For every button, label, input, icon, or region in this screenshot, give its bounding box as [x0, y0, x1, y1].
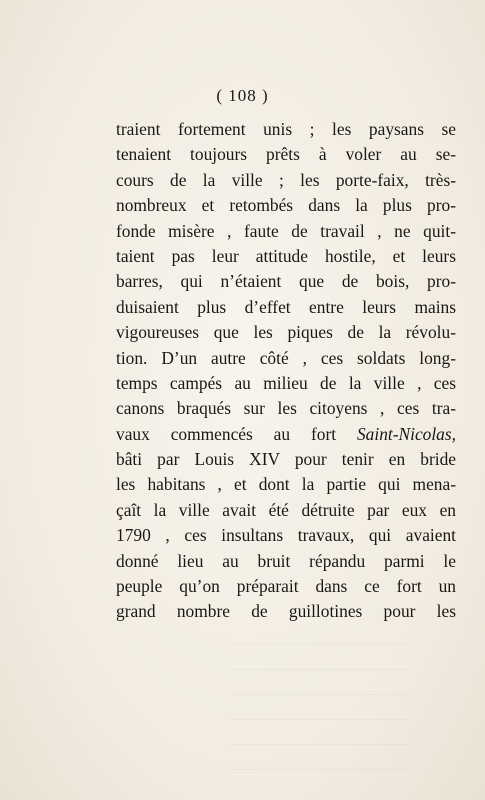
body-text [116, 117, 456, 625]
text-line-20: grand nombre de guillotines pour les [116, 601, 456, 622]
text-line-10: tion. D’un autre côté , ces soldats long- [116, 347, 456, 368]
text-line-19: peuple qu’on préparait dans ce fort un [116, 576, 456, 597]
page-number: ( 108 ) [216, 86, 269, 105]
text-line-16: çaît la ville avait été détruite par eux en [116, 499, 456, 520]
text-line-1: traient fortement unis ; les paysans se [116, 119, 456, 139]
text-line-5: fonde misère , faute de travail , ne quit- [116, 220, 456, 241]
text-line-12: canons braqués sur les citoyens , ces tra- [116, 398, 456, 419]
text-line-14: bâti par Louis XIV pour tenir en bride [116, 449, 456, 470]
text-line-11: temps campés au milieu de la ville , ces [116, 372, 456, 393]
text-line-17: 1790 , ces insultans travaux, qui avaient [116, 525, 456, 546]
text-line-4: nombreux et retombés dans la plus pro- [116, 195, 456, 216]
text-line-13 [116, 422, 456, 447]
italic-place-name: Saint-Nicolas, [356, 423, 456, 444]
text-line-3: cours de la ville ; les porte-faix, très- [116, 169, 456, 190]
text-line-18: donné lieu au bruit répandu parmi le [116, 550, 456, 571]
text-line-6: taient pas leur attitude hostile, et leurs [116, 245, 456, 266]
text-line-7: barres, qui n’étaient que de bois, pro- [116, 271, 456, 292]
text-line-15: les habitans , et dont la partie qui mena- [116, 474, 456, 495]
text-line-9: vigoureuses que les piques de la révolu- [116, 322, 456, 343]
show-through-texture [230, 640, 410, 770]
text-line-2: tenaient toujours prêts à voler au se- [116, 144, 456, 165]
text-line-13-roman: vaux commencés au fort [116, 423, 357, 444]
text-line-8: duisaient plus d’effet entre leurs mains [116, 296, 456, 317]
